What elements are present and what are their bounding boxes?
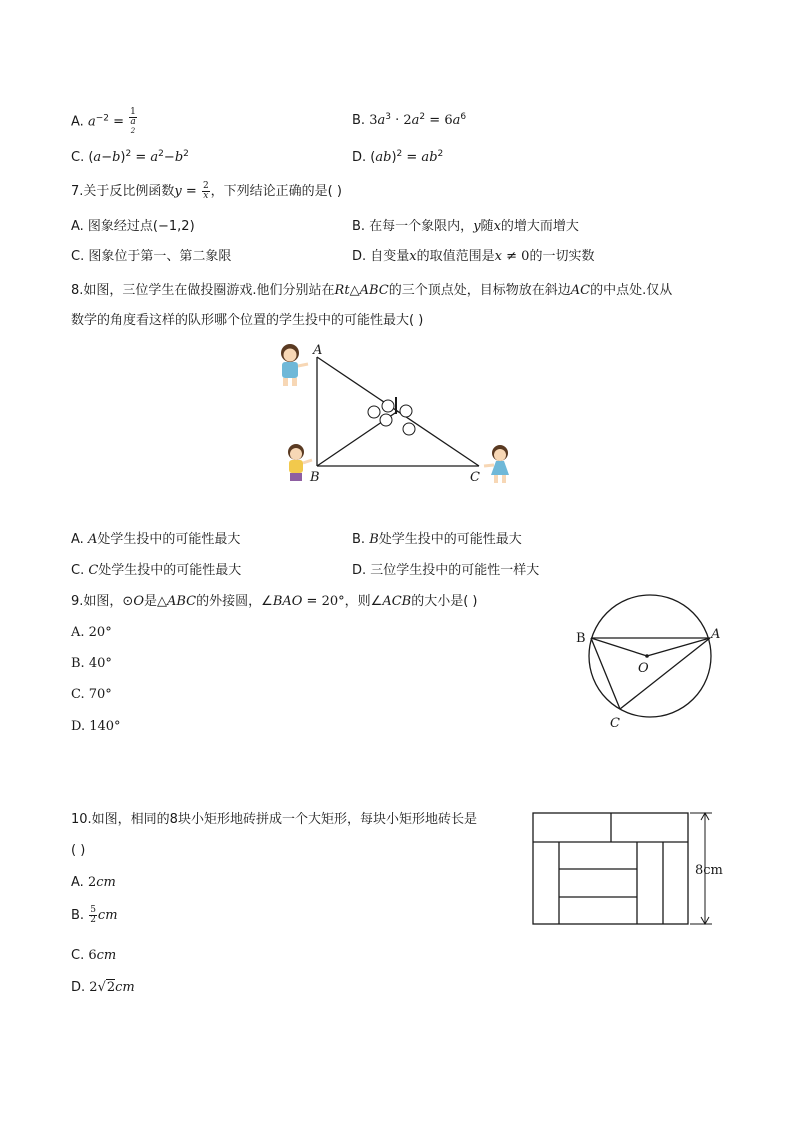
q6-option-d: D. $(ab)^2 = ab^2$: [352, 149, 444, 165]
q10-dimension-label: 8cm: [695, 863, 723, 878]
q9-label-a: A: [711, 627, 721, 642]
q10-option-d: D. 2√2cm: [71, 980, 135, 995]
q9-stem: 9.如图，⊙O是△ABC的外接圆，∠BAO = 20°，则∠ACB的大小是( ): [71, 594, 478, 609]
q9-label-b: B: [576, 631, 586, 646]
q8-option-b: B. B处学生投中的可能性最大: [352, 532, 522, 547]
q9-option-a: A. 20°: [71, 625, 112, 640]
q10-option-b: B. $\frac{5}{2}$ cm: [71, 905, 118, 925]
q10-option-a: A. 2cm: [71, 875, 116, 890]
q9-circle-figure: [570, 590, 730, 735]
q9-label-c: C: [610, 716, 620, 731]
q8-figure: [270, 335, 530, 495]
q6-option-a: A. $a^{-2}$ = 1 a 2: [71, 107, 136, 135]
q7-option-c: C. 图象位于第一、第二象限: [71, 249, 232, 264]
q10-tile-figure: [530, 808, 730, 930]
q9-option-c: C. 70°: [71, 687, 112, 702]
q7-stem: 7.关于反比例函数y = $\frac{2}{x}$ ，下列结论正确的是( ): [71, 181, 342, 201]
student-a-figure: [281, 344, 308, 386]
q8-label-c: C: [470, 470, 480, 485]
q8-stem-line1: 8.如图，三位学生在做投圈游戏.他们分别站在Rt△ABC的三个顶点处，目标物放在斜边AC的中点处.仅从: [71, 283, 673, 298]
q8-option-a: A. A处学生投中的可能性最大: [71, 532, 241, 547]
q8-label-b: B: [310, 470, 320, 485]
q8-label-a: A: [313, 343, 323, 358]
q10-option-c: C. 6cm: [71, 948, 117, 963]
student-c-figure: [484, 445, 509, 483]
q7-option-d: D. 自变量x的取值范围是x ≠ 0的一切实数: [352, 249, 595, 264]
student-b-figure: [288, 444, 312, 481]
q10-stem-line1: 10.如图，相同的8块小矩形地砖拼成一个大矩形，每块小矩形地砖长是: [71, 812, 477, 827]
q8-option-d: D. 三位学生投中的可能性一样大: [352, 563, 540, 578]
q9-label-o: O: [638, 661, 649, 676]
q7-option-b: B. 在每一个象限内，y随x的增大而增大: [352, 219, 579, 234]
q6-option-b: B. $3a^3 \cdot 2a^2 = 6a^6$: [352, 112, 467, 128]
q6-option-c: C. $(a-b)^2 = a^2-b^2$: [71, 149, 189, 165]
q9-option-d: D. 140°: [71, 719, 121, 734]
q8-stem-line2: 数学的角度看这样的队形哪个位置的学生投中的可能性最大( ): [71, 313, 424, 328]
q10-stem-line2: ( ): [71, 843, 86, 858]
q8-option-c: C. C处学生投中的可能性最大: [71, 563, 242, 578]
q7-option-a: A. 图象经过点(−1,2): [71, 219, 195, 234]
q9-option-b: B. 40°: [71, 656, 112, 671]
